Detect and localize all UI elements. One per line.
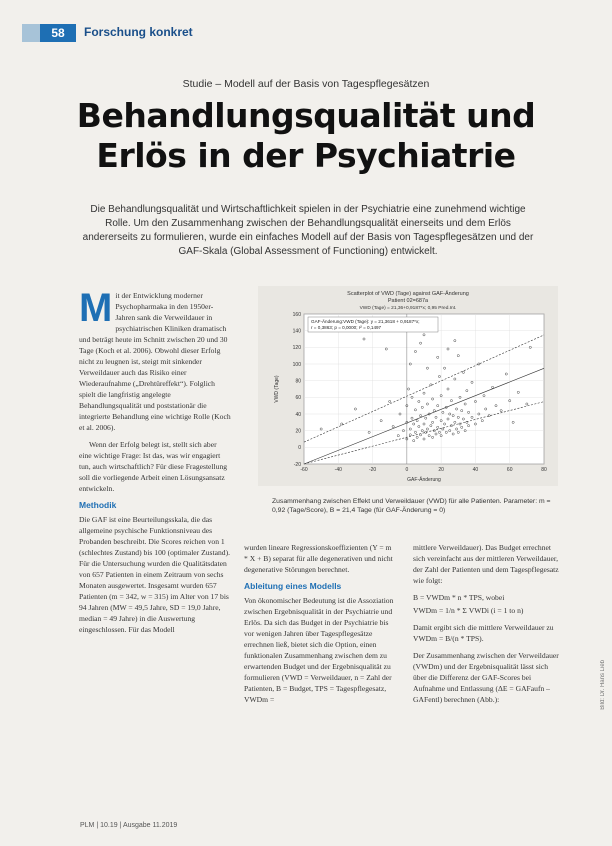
x-tick-label: 80: [541, 467, 547, 473]
drop-cap: M: [79, 286, 113, 330]
mean-stay-paragraph: Damit ergibt sich die mittlere Verweildauer zu VWDm = B/(n * TPS).: [413, 623, 554, 643]
headline-line-1: Behandlungsqualität und: [76, 96, 536, 135]
intro-text: it der Entwicklung moderner Psychopharmaka in den 1950er-Jahren sank die Verweildauer in psychiatrischen Kliniken dramatisch und beträgt heute im Schnitt zwischen 20 und 30 Tage (Koch et al. 2006). Obwohl dieser Erfolg nicht zu leugnen ist, steigt mit sinkender Verweildauer auch das Risiko einer Wiederaufnahme („Drehtüreffekt“). Folglich spielt die langfristig angelegte Behandlungsqualität und poststationär die integrierte Behandlung eine wichtige Rolle (Koch et al. 2006).: [79, 291, 231, 432]
page-footer: PLM | 10.19 | Ausgabe 11.2019: [80, 822, 178, 829]
y-tick-label: 60: [295, 395, 301, 402]
question-paragraph: Wenn der Erfolg belegt ist, stellt sich aber eine wichtige Frage: Ist das, was wir engagiert tun, auch wirtschaftlich? Für diese Fragestellung soll die vorliegende Arbeit einen Lösungsansatz entwickeln.: [79, 440, 228, 493]
kicker: Studie – Modell auf der Basis von Tagespflegesätzen: [182, 78, 430, 90]
x-axis-label: GAF-Änderung: [407, 477, 441, 483]
x-tick-label: -40: [334, 467, 342, 473]
chart-svg: [258, 286, 558, 486]
headline-line-2: Erlös in der Psychiatrie: [96, 136, 516, 175]
column-1: [79, 286, 231, 641]
scatter-chart: [258, 286, 558, 486]
y-tick-label: 140: [292, 328, 301, 335]
model-paragraph: Von ökonomischer Bedeutung ist die Assoziation zwischen Ergebnisqualität in der Psychiatrie und Erlös. Da sich das Budget in der Psychiatrie bis vor wenigen Jahren über Tagespflegesätze errechnen ließ, bietet sich die Option, einen funktionalen Zusammenhang zwischen dem zu erwartenden Budget und der Ergebnisqualität zu formulieren (VWD = Verweildauer, n = Zahl der Patienten, B = Budget, TPS = Tagespflegesatz, VWDm =: [244, 596, 394, 704]
chart-title: Scatterplot of VWD (Tage) against GAF-Änderung: [347, 291, 469, 297]
regression-paragraph: wurden lineare Regressionskoeffizienten (Y = m * X + B) separat für alle degenerativen und nicht degenerative Störungen berechnet.: [244, 543, 393, 574]
x-tick-label: -60: [300, 467, 308, 473]
y-tick-label: 100: [292, 361, 301, 368]
formula-budget: B = VWDm * n * TPS, wobei: [413, 593, 505, 602]
y-tick-label: 80: [295, 378, 301, 385]
column-3: [413, 542, 563, 711]
x-tick-label: -20: [368, 467, 377, 473]
plot-area: [304, 314, 544, 464]
chart-caption: Zusammenhang zwischen Effekt und Verweildauer (VWD) für alle Patienten. Parameter: m = 0,92 (Tage/Score), B = 21,4 Tage (für GAF-Änderung = 0): [272, 498, 551, 514]
x-tick-label: 0: [405, 467, 409, 473]
y-axis-label: VWD (Tage): [274, 375, 280, 403]
x-tick-label: 40: [472, 467, 479, 473]
method-paragraph: Die GAF ist eine Beurteilungsskala, die das allgemeine psychische Funktionsniveau des Probanden beschreibt. Die Scores reichen von 1 (schlechtes Zustand) bis 100 (optimaler Zustand). Für die Untersuchung wurden die Qualitätsdaten von 657 Patienten in einem Zeitraum von sechs Monaten ausgewertet. Insgesamt wurden 657 Patienten (m = 342, w = 315) im Alter von 17 bis 94 Jahren (MW = 49,5 Jahre, SD = 19,0 Jahre, median = 49 Jahre) in die Auswertung eingeschlossen. Für das Modell: [79, 515, 230, 634]
formula-vwd: VWDm = 1/n * Σ VWDi (i = 1 to n): [413, 606, 524, 615]
chart-fit-label: VWD (Tage) = 21,36+0,9187*x; 0,95 Pred.Int.: [359, 306, 457, 311]
y-tick-label: 40: [295, 411, 301, 418]
x-tick-label: 60: [506, 467, 513, 473]
model-heading: Ableitung eines Modells: [244, 581, 342, 591]
method-heading: Methodik: [79, 500, 117, 510]
y-tick-label: -20: [293, 461, 301, 468]
y-tick-label: 160: [292, 311, 301, 318]
headline: [0, 96, 612, 176]
legend-line-2: r = 0,3863; p = 0,0000; r² = 0,1497: [311, 325, 382, 330]
column-2: [244, 542, 394, 711]
intro-paragraph: [79, 286, 231, 433]
chart-subtitle: Patient 02=687a: [387, 298, 429, 304]
header-accent-bar: [22, 24, 40, 42]
section-title: Forschung konkret: [84, 25, 193, 39]
image-credit: Bild: Dr. Hans Lieb: [600, 660, 606, 710]
page-number: 58: [40, 24, 76, 42]
relation-paragraph: Der Zusammenhang zwischen der Verweildauer (VWDm) und der Ergebnisqualität lässt sich über die Differenz der GAF-Scores bei Aufnahme und Entlassung (ΔE = GAFaufn – GAFentl) berechnen (Abb.):: [413, 651, 559, 704]
y-tick-label: 120: [292, 345, 301, 352]
y-tick-label: 0: [298, 445, 301, 452]
lead-paragraph: Die Behandlungsqualität und Wirtschaftlichkeit spielen in der Psychiatrie eine zunehmend wichtige Rolle. Um den Zusammenhang zwischen der Behandlungsqualität einerseits und dem Erlös andererseits zu formulieren, wurde ein einfaches Modell auf der Basis von Tagespflegesätzen und der GAF-Skala (Global Assessment of Functioning) entwickelt.: [82, 204, 534, 257]
legend-line-1: GAF-Änderung:VWD (Tage): y = 21,3618 + 0,9187*x;: [311, 319, 420, 324]
budget-paragraph: mittlere Verweildauer). Das Budget errechnet sich vereinfacht aus der mittleren Verweildauer, der Zahl der Patienten und dem Tagespflegesatz wie folgt:: [413, 543, 559, 585]
x-tick-label: 20: [438, 467, 444, 473]
y-tick-label: 20: [295, 428, 301, 435]
